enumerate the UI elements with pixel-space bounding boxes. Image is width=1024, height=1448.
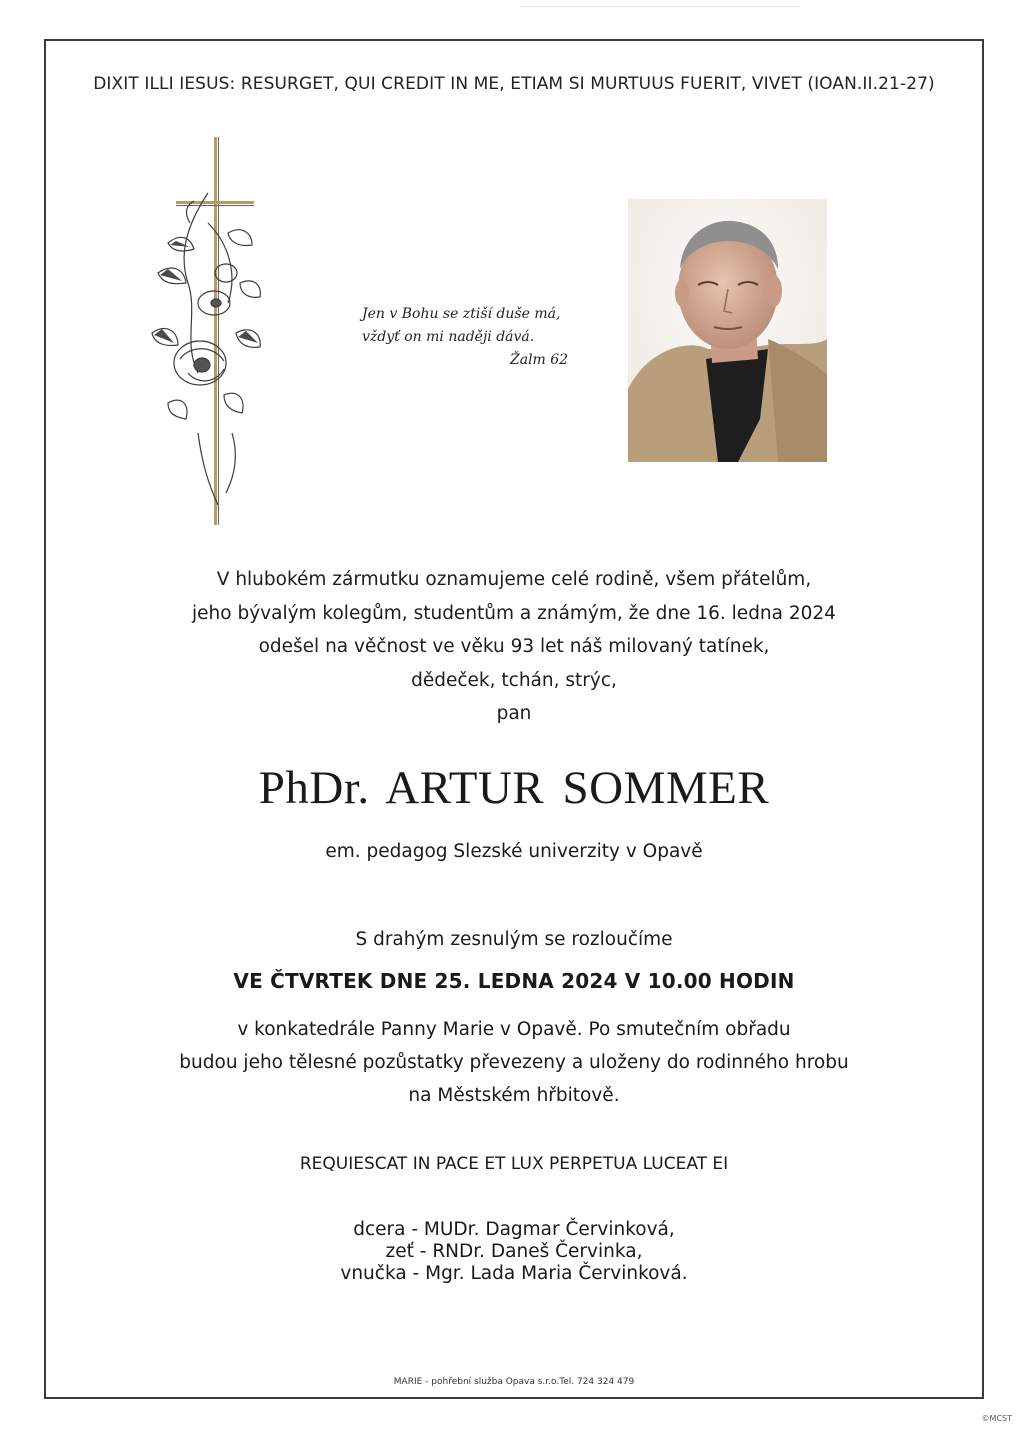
ceremony-datetime: VE ČTVRTEK DNE 25. LEDNA 2024 V 10.00 HODIN [233, 969, 795, 993]
ceremony-details-line: budou jeho tělesné pozůstatky převezeny a uloženy do rodinného hrobu [179, 1052, 849, 1073]
mourner: dcera - MUDr. Dagmar Červinková, [353, 1219, 675, 1240]
mourner: zeť - RNDr. Daneš Červinka, [385, 1241, 643, 1262]
person-portrait-icon [628, 199, 827, 462]
latin-motto: DIXIT ILLI IESUS: RESURGET, QUI CREDIT IN ME, ETIAM SI MURTUUS FUERIT, VIVET (IOAN.II.21-27) [93, 74, 935, 94]
farewell-intro: S drahým zesnulým se rozloučíme [355, 929, 673, 950]
ceremony-details-line: na Městském hřbitově. [408, 1085, 620, 1106]
scan-artifact-line [520, 6, 800, 7]
obituary-frame [44, 39, 984, 1399]
deceased-name: PhDr. ARTUR SOMMER [258, 762, 770, 814]
verse-line-2: vždyť on mi naději dává. [362, 329, 535, 345]
mourners-list [46, 1219, 982, 1285]
verse-reference: Žalm 62 [510, 352, 569, 368]
funeral-service-footer: MARIE - pohřební služba Opava s.r.o.Tel. 724 324 479 [393, 1377, 635, 1387]
death-announcement [46, 563, 982, 731]
mourner: vnučka - Mgr. Lada Maria Červinková. [340, 1263, 688, 1284]
verse-line-1: Jen v Bohu se ztiší duše má, [362, 306, 561, 322]
portrait-photo [628, 199, 827, 462]
copyright-mark: ©MCST [981, 1414, 1012, 1423]
psalm-verse [362, 303, 592, 372]
ceremony-details [46, 1013, 982, 1112]
cross-icon [128, 133, 288, 533]
requiescat-line: REQUIESCAT IN PACE ET LUX PERPETUA LUCEAT EI [299, 1154, 729, 1174]
deceased-occupation: em. pedagog Slezské univerzity v Opavě [325, 841, 703, 862]
announcement-line: odešel na věčnost ve věku 93 let náš milovaný tatínek, [258, 636, 770, 657]
announcement-line: jeho bývalým kolegům, studentům a známým, že dne 16. ledna 2024 [192, 602, 836, 624]
announcement-line: dědeček, tchán, strýc, [411, 669, 617, 691]
announcement-line: pan [496, 703, 532, 724]
cross-with-flowers-illustration [128, 133, 288, 533]
ceremony-details-line: v konkatedrále Panny Marie v Opavě. Po smutečním obřadu [237, 1019, 791, 1040]
announcement-line: V hlubokém zármutku oznamujeme celé rodině, všem přátelům, [216, 569, 812, 590]
